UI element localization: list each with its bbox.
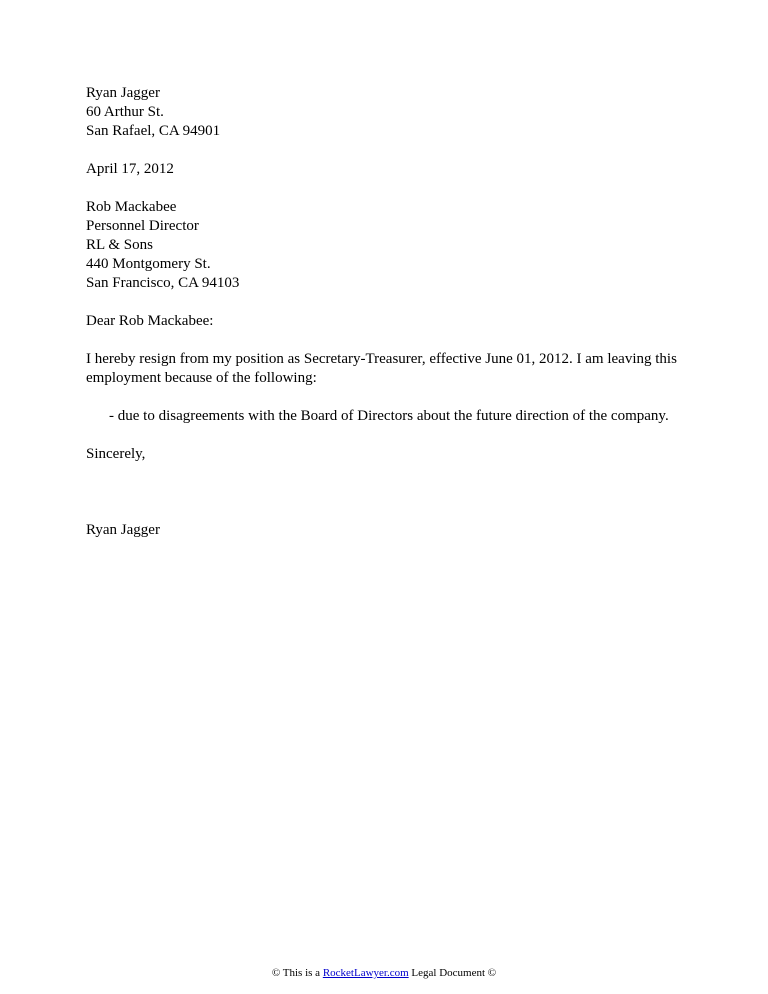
sender-name: Ryan Jagger xyxy=(86,85,160,101)
letter-date-block xyxy=(86,160,696,179)
footer-suffix: Legal Document © xyxy=(411,967,497,979)
document-footer xyxy=(0,966,768,980)
sender-address xyxy=(86,84,696,141)
letter-body xyxy=(86,84,696,540)
rocketlawyer-link[interactable]: RocketLawyer.com xyxy=(322,967,409,979)
salutation: Dear Rob Mackabee: xyxy=(86,313,214,329)
recipient-title: Personnel Director xyxy=(86,218,199,234)
recipient-name: Rob Mackabee xyxy=(86,199,177,215)
reason-item: - due to disagreements with the Board of Directors about the future direction of the company. xyxy=(109,408,669,424)
recipient-city-line: San Francisco, CA 94103 xyxy=(86,275,240,291)
recipient-company: RL & Sons xyxy=(86,237,153,253)
signature-name: Ryan Jagger xyxy=(86,522,160,538)
recipient-street: 440 Montgomery St. xyxy=(86,256,211,272)
resignation-paragraph: I hereby resign from my position as Secretary-Treasurer, effective June 01, 2012. I am leaving this employment because of the following: xyxy=(86,351,677,386)
reasons-list xyxy=(86,407,696,426)
sender-city-line: San Rafael, CA 94901 xyxy=(86,123,221,139)
salutation-block xyxy=(86,312,696,331)
closing-block xyxy=(86,445,696,464)
closing: Sincerely, xyxy=(86,446,146,462)
sender-street: 60 Arthur St. xyxy=(86,104,164,120)
footer-prefix: © This is a xyxy=(271,967,321,979)
letter-date: April 17, 2012 xyxy=(86,161,174,177)
recipient-address xyxy=(86,198,696,293)
signature-block xyxy=(86,521,696,540)
